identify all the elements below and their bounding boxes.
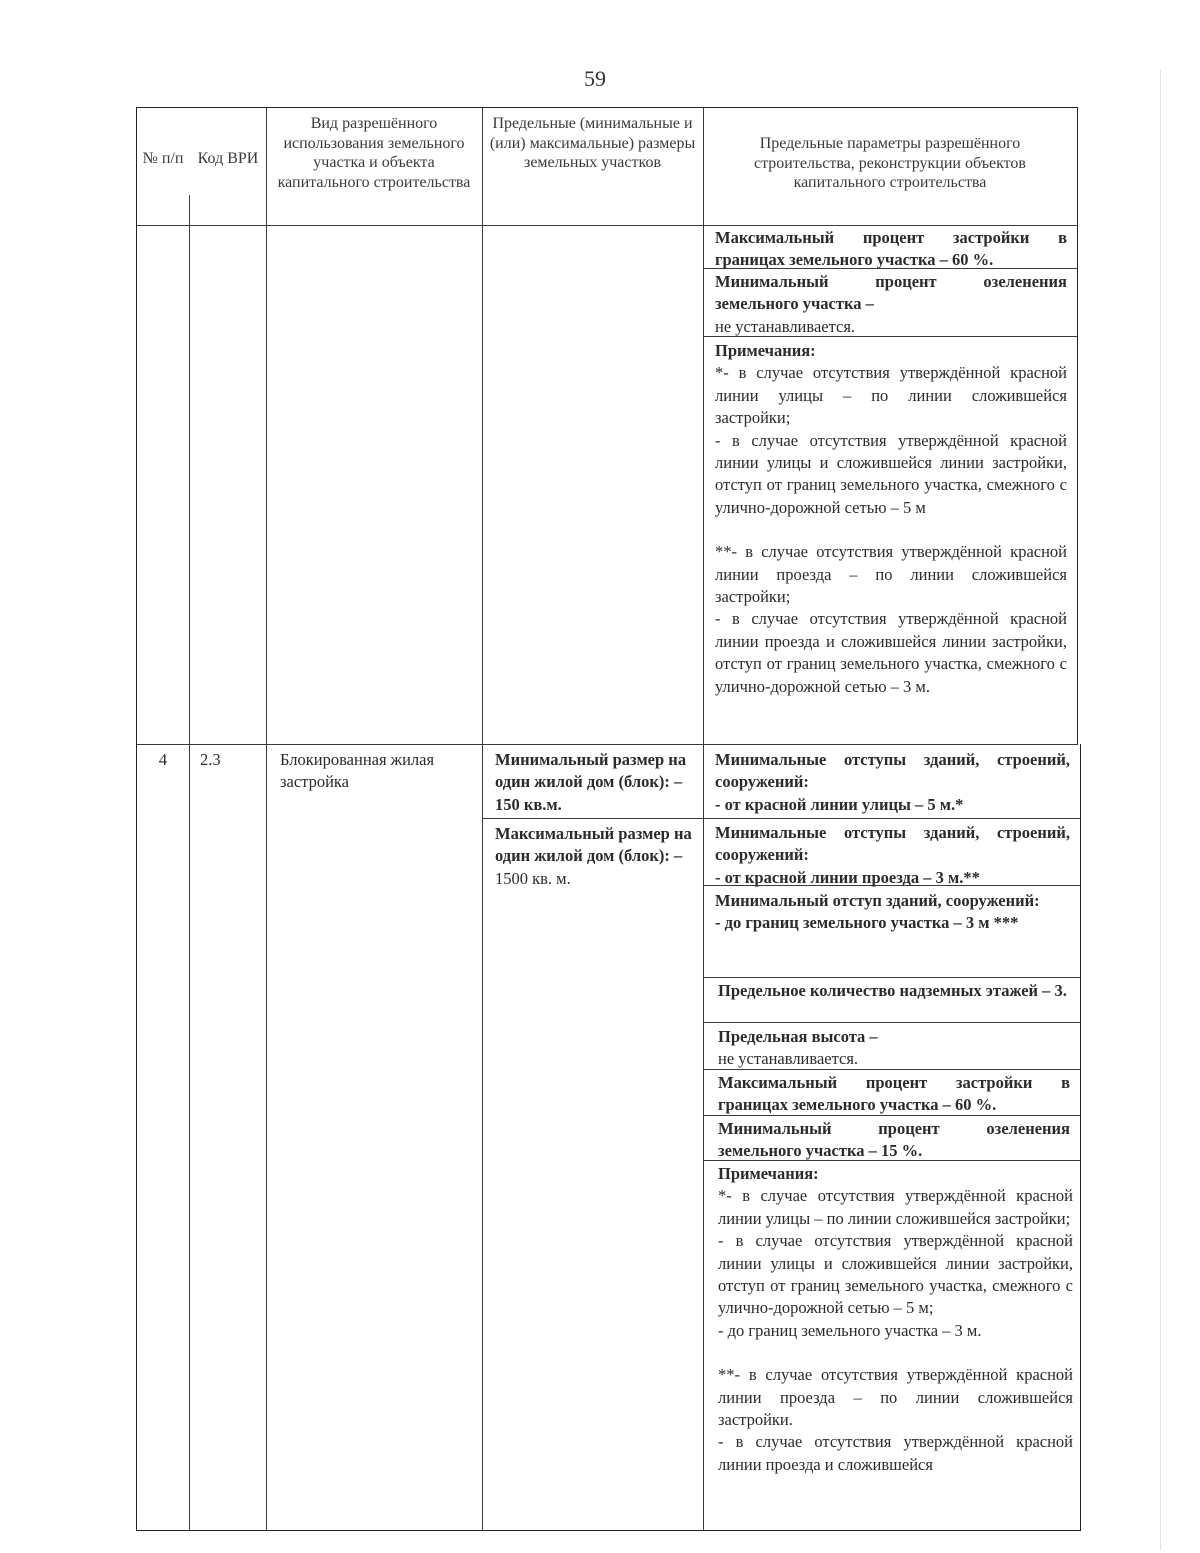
header-plot-size: Предельные (минимальные и (или) максимальные) размеры земельных участков — [489, 115, 696, 171]
header-use-type: Вид разрешённого использования земельного участка и объекта капитального строительства — [277, 115, 471, 191]
row4-number: 4 — [158, 750, 168, 769]
row4-height-value: не устанавливается. — [718, 1049, 859, 1069]
row4-setback-plot-value: - до границ земельного участка – 3 м *** — [715, 913, 1019, 933]
row4-setback-street-title: Минимальные отступы зданий, строений, сооружений: — [715, 750, 1070, 792]
row4-setback-street — [715, 749, 1070, 816]
min-green-prev-title: Минимальный процент озеленения земельного участка – — [715, 272, 1067, 314]
row4-setback-plot-title: Минимальный отступ зданий, сооружений: — [715, 891, 1040, 910]
row4-notes-p2: - в случае отсутствия утверждённой красной линии улицы и сложившейся линии застройки, отступ от границ земельного участка, смежного с улично-дорожной сетью – 5 м; — [718, 1231, 1073, 1318]
row4-max-coverage: Максимальный процент застройки в границах земельного участка – 60 %. — [718, 1073, 1070, 1115]
page-number: 59 — [584, 66, 606, 91]
row4-notes — [718, 1163, 1073, 1476]
scan-edge — [1160, 70, 1161, 1550]
row4-size-max-value: 1500 кв. м. — [495, 868, 571, 888]
max-coverage-prev: Максимальный процент застройки в границах земельного участка – 60 %. — [715, 228, 1067, 270]
row4-size-min: Минимальный размер на один жилой дом (блок): –150 кв.м. — [495, 750, 687, 814]
row4-setback-street-value: - от красной линии улицы – 5 м.* — [715, 794, 964, 814]
row4-size-max — [495, 823, 700, 890]
row4-notes-p5: - в случае отсутствия утверждённой красной линии проезда и сложившейся — [718, 1432, 1073, 1474]
notes-prev-p4: - в случае отсутствия утверждённой красной линии проезда и сложившейся линии застройки, отступ от границ земельного участка, смежного с улично-дорожной сетью – 3 м. — [715, 609, 1067, 696]
notes-prev-p2: - в случае отсутствия утверждённой красной линии улицы и сложившейся линии застройки, отступ от границ земельного участка, смежного с улично-дорожной сетью – 5 м — [715, 430, 1067, 517]
row4-setback-drive-title: Минимальные отступы зданий, строений, сооружений: — [715, 823, 1070, 865]
notes-prev-p1: *- в случае отсутствия утверждённой красной линии улицы – по линии сложившейся застройки; — [715, 363, 1067, 428]
row4-size-max-title: Максимальный размер на один жилой дом (блок): – — [495, 824, 692, 866]
row4-setback-drive — [715, 822, 1070, 889]
row4-code: 2.3 — [200, 750, 221, 769]
header-build-params: Предельные параметры разрешённого строительства, реконструкции объектов капитального строительства — [754, 135, 1026, 191]
row4-height-title: Предельная высота – — [718, 1027, 878, 1046]
row4-setback-drive-value: - от красной линии проезда – 3 м.** — [715, 867, 980, 887]
row4-height — [718, 1026, 1070, 1071]
notes-prev-title: Примечания: — [715, 341, 816, 360]
notes-prev — [715, 340, 1067, 698]
row4-min-green: Минимальный процент озеленения земельного участка – 15 %. — [718, 1119, 1070, 1161]
row4-setback-plot — [715, 890, 1070, 935]
row4-use-type: Блокированная жилая застройка — [280, 750, 435, 792]
row4-notes-p3: - до границ земельного участка – 3 м. — [718, 1320, 982, 1340]
min-green-prev — [715, 271, 1067, 338]
notes-prev-p3: **- в случае отсутствия утверждённой красной линии проезда – по линии сложившейся застройки; — [715, 542, 1067, 607]
row4-floors: Предельное количество надземных этажей – 3. — [718, 981, 1067, 1000]
header-code: Код ВРИ — [197, 150, 259, 167]
min-green-prev-value: не устанавливается. — [715, 316, 856, 336]
row4-notes-title: Примечания: — [718, 1164, 819, 1183]
row4-notes-p1: *- в случае отсутствия утверждённой красной линии улицы – по линии сложившейся застройки; — [718, 1186, 1073, 1228]
row4-notes-p4: **- в случае отсутствия утверждённой красной линии проезда – по линии сложившейся застройки. — [718, 1365, 1073, 1430]
header-number: № п/п — [142, 150, 184, 167]
